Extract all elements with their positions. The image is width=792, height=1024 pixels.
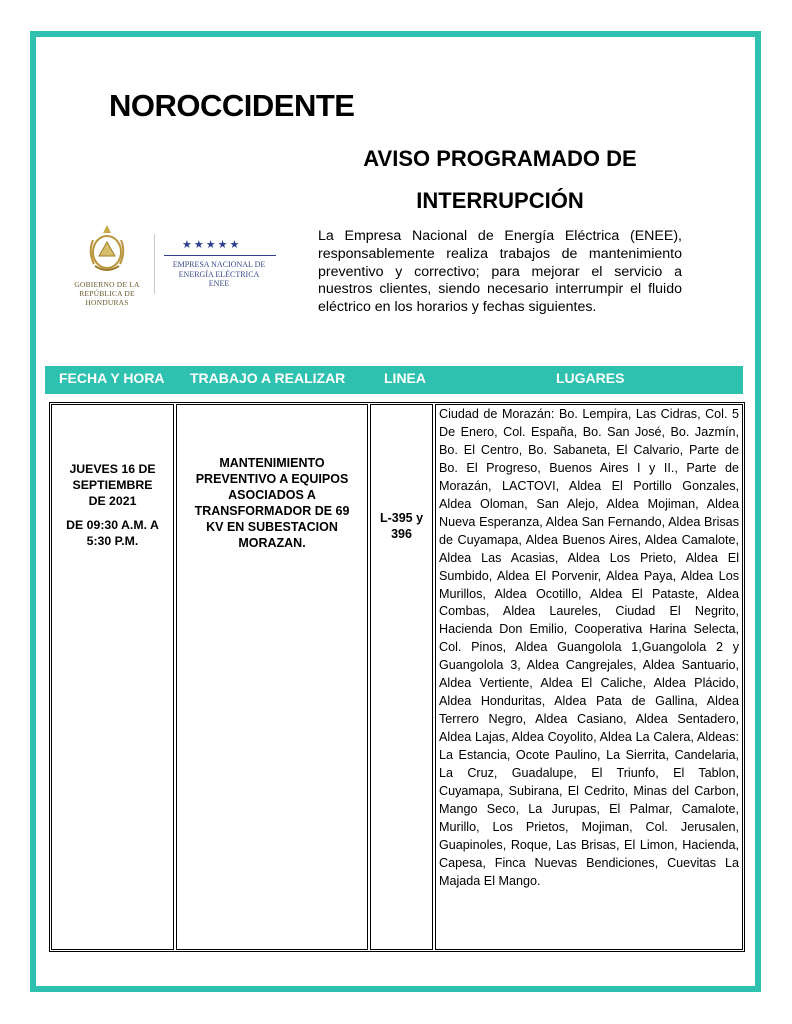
table-header: [45, 366, 743, 394]
notice-title-line2: INTERRUPCIÓN: [416, 188, 584, 213]
government-logo-text: GOBIERNO DE LA REPÚBLICA DE HONDURAS: [74, 280, 140, 307]
coat-of-arms-icon: [84, 222, 130, 278]
enee-logo-rule: [164, 255, 276, 256]
work-description: MANTENIMIENTO PREVENTIVO A EQUIPOS ASOCIADOS A TRANSFORMADOR DE 69 KV EN SUBESTACION MORAZAN.: [194, 456, 350, 550]
header-work: TRABAJO A REALIZAR: [190, 370, 346, 386]
enee-logo: [160, 238, 278, 298]
region-title: NOROCCIDENTE: [109, 88, 355, 123]
places-cell: [435, 404, 743, 950]
places-list: Ciudad de Morazán: Bo. Lempira, Las Cidras, Col. 5 De Enero, Col. España, Bo. San José, Bo. Jazmín, Bo. El Centro, Bo. Sabaneta, El Calvario, Parte de Bo. El Progreso, Buenos Aires I y II., Parte de Morazán, LACTOVI, Aldea El Portillo Gonzales, Aldea Oloman, San Alejo, Aldea Mojiman, Aldea Nueva Esperanza, Aldea San Fernando, Aldea Brisas de Cuyamapa, Aldea Buenos Aires, Aldea Camalote, Aldea Las Acasias, Aldea Los Prieto, Aldea El Sumbido, Aldea El Porvenir, Aldea Paya, Aldea Los Murillos, Aldea Ocotillo, Aldea El Pataste, Aldea Combas, Aldea Laureles, Ciudad El Negrito, Hacienda Don Emilio, Cooperativa Harina Selecta, Col. Pinos, Aldea Guangolola 1,Guangolola 2 y Guangolola 3, Aldea Cangrejales, Aldea Santuario, Aldea Vertiente, Aldea El Caliche, Aldea Plácido, Aldea Honduritas, Aldea Pata de Gallina, Aldea Terrero Negro, Aldea Casiano, Aldea Sentadero, Aldea Lajas, Aldea Coyolito, Aldea La Calera, Aldeas: La Estancia, Ocote Paulino, La Sierrita, Candelaria, La Cruz, Guadalupe, El Triunfo, El Tablon, Cuyamapa, Subirana, El Cedrito, Minas del Carbon, Mango Seco, La Jurupas, El Palmar, Camalote, Murillo, Los Prietos, Mojiman, Col. Jerusalen, Guapinoles, Roque, Las Brisas, El Limon, Hacienda, Capesa, Finca Nuevas Bendiciones, Cuevitas La Majada El Mango.: [439, 407, 739, 888]
date-cell: [51, 404, 174, 950]
enee-logo-text: EMPRESA NACIONAL DE ENERGÍA ELÉCTRICA ENEE: [172, 260, 266, 288]
date-time-text: JUEVES 16 DE SEPTIEMBRE DE 2021 DE 09:30 A.M. A 5:30 P.M.: [66, 462, 159, 548]
header-places: LUGARES: [556, 370, 625, 386]
outage-table-row: [49, 402, 745, 952]
header-date: FECHA Y HORA: [59, 370, 165, 386]
stars-icon: ★★★★★: [182, 239, 242, 251]
intro-paragraph: La Empresa Nacional de Energía Eléctrica (ENEE), responsablemente realiza trabajos de mantenimiento preventivo y correctivo; para mejorar el servicio a nuestros clientes, siendo necesario interrumpir el fluido eléctrico en los horarios y fechas siguientes.: [318, 228, 682, 316]
work-cell: [176, 404, 368, 950]
line-value: L-395 y 396: [379, 511, 424, 541]
logo-divider: [154, 234, 155, 294]
line-cell: [370, 404, 433, 950]
government-logo: [62, 222, 152, 308]
notice-title-line1: AVISO PROGRAMADO DE: [363, 146, 637, 171]
header-line: LINEA: [384, 370, 426, 386]
